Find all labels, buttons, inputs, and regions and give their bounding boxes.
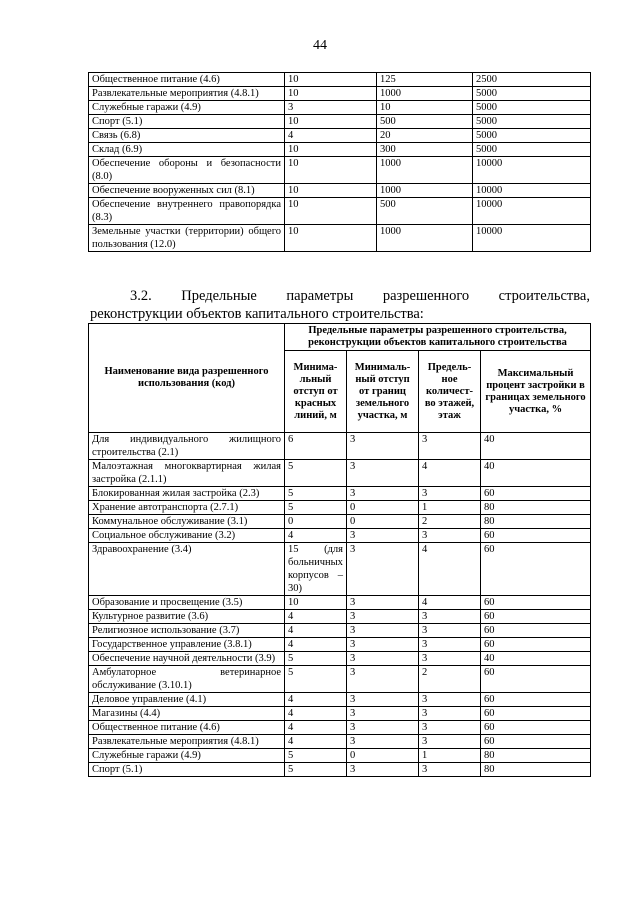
table-row [89, 763, 591, 777]
header-col-red-lines: Минима- льный отступ от красных линий, м [285, 351, 347, 433]
max-floors-cell: 3 [419, 610, 481, 624]
min-offset-red-lines-cell: 0 [285, 515, 347, 529]
max-floors-cell: 3 [419, 638, 481, 652]
max-build-percent-cell: 80 [481, 749, 591, 763]
table-row [89, 596, 591, 610]
table-row [89, 198, 591, 225]
max-build-percent-cell: 60 [481, 529, 591, 543]
max-build-percent-cell: 80 [481, 763, 591, 777]
use-name-cell: Земельные участки (территории) общего пользования (12.0) [89, 225, 285, 252]
min-offset-red-lines-cell: 4 [285, 707, 347, 721]
max-floors-cell: 4 [419, 543, 481, 596]
value-cell: 1000 [377, 157, 473, 184]
max-floors-cell: 3 [419, 693, 481, 707]
value-cell: 3 [285, 101, 377, 115]
max-build-percent-cell: 60 [481, 666, 591, 693]
value-cell: 10 [285, 184, 377, 198]
max-floors-cell: 3 [419, 487, 481, 501]
use-name-cell: Спорт (5.1) [89, 763, 285, 777]
min-offset-plot-cell: 3 [347, 721, 419, 735]
min-offset-plot-cell: 3 [347, 652, 419, 666]
use-name-cell: Религиозное использование (3.7) [89, 624, 285, 638]
min-offset-plot-cell: 0 [347, 515, 419, 529]
use-name-cell: Хранение автотранспорта (2.7.1) [89, 501, 285, 515]
max-build-percent-cell: 60 [481, 735, 591, 749]
use-name-cell: Деловое управление (4.1) [89, 693, 285, 707]
value-cell: 1000 [377, 225, 473, 252]
top-table [88, 72, 591, 252]
table-row [89, 666, 591, 693]
max-floors-cell: 1 [419, 749, 481, 763]
value-cell: 1000 [377, 87, 473, 101]
max-floors-cell: 2 [419, 666, 481, 693]
max-build-percent-cell: 60 [481, 543, 591, 596]
table-row [89, 460, 591, 487]
value-cell: 2500 [473, 73, 591, 87]
table-row [89, 87, 591, 101]
max-floors-cell: 3 [419, 624, 481, 638]
table-row [89, 101, 591, 115]
value-cell: 10 [285, 87, 377, 101]
value-cell: 5000 [473, 115, 591, 129]
max-build-percent-cell: 60 [481, 707, 591, 721]
min-offset-plot-cell: 3 [347, 707, 419, 721]
table-row [89, 652, 591, 666]
value-cell: 1000 [377, 184, 473, 198]
use-name-cell: Коммунальное обслуживание (3.1) [89, 515, 285, 529]
use-name-cell: Государственное управление (3.8.1) [89, 638, 285, 652]
value-cell: 500 [377, 198, 473, 225]
table-row [89, 487, 591, 501]
table-row [89, 749, 591, 763]
table-row [89, 624, 591, 638]
section-heading-line2: реконструкции объектов капитального строительства: [90, 306, 424, 322]
min-offset-plot-cell: 3 [347, 529, 419, 543]
value-cell: 10 [285, 143, 377, 157]
min-offset-red-lines-cell: 4 [285, 529, 347, 543]
min-offset-plot-cell: 3 [347, 763, 419, 777]
min-offset-red-lines-cell: 5 [285, 501, 347, 515]
use-name-cell: Обеспечение обороны и безопасности (8.0) [89, 157, 285, 184]
value-cell: 10 [285, 115, 377, 129]
max-build-percent-cell: 80 [481, 501, 591, 515]
section-heading-line1: 3.2. Предельные параметры разрешенного строительства, [130, 288, 590, 304]
min-offset-red-lines-cell: 10 [285, 596, 347, 610]
min-offset-plot-cell: 0 [347, 501, 419, 515]
min-offset-red-lines-cell: 5 [285, 487, 347, 501]
min-offset-plot-cell: 3 [347, 666, 419, 693]
table-row [89, 707, 591, 721]
use-name-cell: Развлекательные мероприятия (4.8.1) [89, 87, 285, 101]
min-offset-plot-cell: 3 [347, 638, 419, 652]
table-row [89, 543, 591, 596]
value-cell: 10 [285, 73, 377, 87]
use-name-cell: Малоэтажная многоквартирная жилая застройка (2.1.1) [89, 460, 285, 487]
value-cell: 10000 [473, 184, 591, 198]
max-build-percent-cell: 40 [481, 460, 591, 487]
max-floors-cell: 4 [419, 460, 481, 487]
min-offset-red-lines-cell: 5 [285, 460, 347, 487]
value-cell: 10 [377, 101, 473, 115]
min-offset-red-lines-cell: 4 [285, 735, 347, 749]
table-row [89, 610, 591, 624]
value-cell: 10 [285, 225, 377, 252]
table-row [89, 115, 591, 129]
min-offset-plot-cell: 3 [347, 610, 419, 624]
value-cell: 125 [377, 73, 473, 87]
min-offset-plot-cell: 3 [347, 596, 419, 610]
page-number: 44 [313, 38, 327, 53]
header-col-floors: Предель- ное количест- во этажей, этаж [419, 351, 481, 433]
use-name-cell: Обеспечение научной деятельности (3.9) [89, 652, 285, 666]
min-offset-red-lines-cell: 4 [285, 693, 347, 707]
min-offset-plot-cell: 3 [347, 693, 419, 707]
value-cell: 10 [285, 198, 377, 225]
use-name-cell: Развлекательные мероприятия (4.8.1) [89, 735, 285, 749]
use-name-cell: Социальное обслуживание (3.2) [89, 529, 285, 543]
min-offset-red-lines-cell: 5 [285, 652, 347, 666]
use-name-cell: Здравоохранение (3.4) [89, 543, 285, 596]
max-build-percent-cell: 60 [481, 693, 591, 707]
min-offset-red-lines-cell: 5 [285, 763, 347, 777]
min-offset-red-lines-cell: 4 [285, 638, 347, 652]
min-offset-plot-cell: 3 [347, 460, 419, 487]
max-build-percent-cell: 80 [481, 515, 591, 529]
value-cell: 5000 [473, 87, 591, 101]
use-name-cell: Связь (6.8) [89, 129, 285, 143]
value-cell: 5000 [473, 129, 591, 143]
max-floors-cell: 4 [419, 596, 481, 610]
value-cell: 500 [377, 115, 473, 129]
section-heading [90, 287, 590, 323]
use-name-cell: Служебные гаражи (4.9) [89, 749, 285, 763]
min-offset-red-lines-cell: 4 [285, 721, 347, 735]
max-floors-cell: 3 [419, 735, 481, 749]
max-floors-cell: 3 [419, 721, 481, 735]
table-row [89, 501, 591, 515]
min-offset-red-lines-cell: 5 [285, 666, 347, 693]
max-build-percent-cell: 60 [481, 487, 591, 501]
min-offset-plot-cell: 3 [347, 487, 419, 501]
max-floors-cell: 3 [419, 652, 481, 666]
table-row [89, 693, 591, 707]
min-offset-red-lines-cell: 4 [285, 610, 347, 624]
max-build-percent-cell: 60 [481, 638, 591, 652]
max-build-percent-cell: 60 [481, 610, 591, 624]
min-offset-red-lines-cell: 6 [285, 433, 347, 460]
table-row [89, 73, 591, 87]
table-row [89, 129, 591, 143]
min-offset-plot-cell: 3 [347, 624, 419, 638]
max-floors-cell: 2 [419, 515, 481, 529]
value-cell: 5000 [473, 101, 591, 115]
use-name-cell: Блокированная жилая застройка (2.3) [89, 487, 285, 501]
use-name-cell: Образование и просвещение (3.5) [89, 596, 285, 610]
header-group: Предельные параметры разрешенного строительства, реконструкции объектов капитального строительства [285, 324, 591, 351]
max-floors-cell: 1 [419, 501, 481, 515]
use-name-cell: Для индивидуального жилищного строительства (2.1) [89, 433, 285, 460]
value-cell: 4 [285, 129, 377, 143]
max-floors-cell: 3 [419, 707, 481, 721]
value-cell: 300 [377, 143, 473, 157]
header-col-plot-bounds: Минималь- ный отступ от границ земельного участка, м [347, 351, 419, 433]
use-name-cell: Общественное питание (4.6) [89, 721, 285, 735]
value-cell: 5000 [473, 143, 591, 157]
main-table [88, 323, 591, 777]
max-floors-cell: 3 [419, 433, 481, 460]
use-name-cell: Обеспечение внутреннего правопорядка (8.3) [89, 198, 285, 225]
table-row [89, 433, 591, 460]
max-build-percent-cell: 60 [481, 596, 591, 610]
use-name-cell: Амбулаторное ветеринарное обслуживание (3.10.1) [89, 666, 285, 693]
table-row [89, 721, 591, 735]
use-name-cell: Обеспечение вооруженных сил (8.1) [89, 184, 285, 198]
min-offset-red-lines-cell: 15 (для больничных корпусов – 30) [285, 543, 347, 596]
max-build-percent-cell: 60 [481, 624, 591, 638]
table-row [89, 184, 591, 198]
min-offset-red-lines-cell: 5 [285, 749, 347, 763]
use-name-cell: Культурное развитие (3.6) [89, 610, 285, 624]
value-cell: 10000 [473, 198, 591, 225]
table-row [89, 638, 591, 652]
min-offset-red-lines-cell: 4 [285, 624, 347, 638]
value-cell: 10 [285, 157, 377, 184]
max-floors-cell: 3 [419, 763, 481, 777]
header-name-column: Наименование вида разрешенного использования (код) [89, 324, 285, 433]
value-cell: 10000 [473, 225, 591, 252]
table-row [89, 157, 591, 184]
table-row [89, 735, 591, 749]
min-offset-plot-cell: 3 [347, 735, 419, 749]
max-build-percent-cell: 60 [481, 721, 591, 735]
max-floors-cell: 3 [419, 529, 481, 543]
use-name-cell: Спорт (5.1) [89, 115, 285, 129]
use-name-cell: Склад (6.9) [89, 143, 285, 157]
table-row [89, 143, 591, 157]
use-name-cell: Служебные гаражи (4.9) [89, 101, 285, 115]
max-build-percent-cell: 40 [481, 652, 591, 666]
max-build-percent-cell: 40 [481, 433, 591, 460]
min-offset-plot-cell: 0 [347, 749, 419, 763]
table-row [89, 225, 591, 252]
table-row [89, 529, 591, 543]
header-col-build-percent: Максимальный процент застройки в границах земельного участка, % [481, 351, 591, 433]
use-name-cell: Магазины (4.4) [89, 707, 285, 721]
value-cell: 10000 [473, 157, 591, 184]
min-offset-plot-cell: 3 [347, 543, 419, 596]
value-cell: 20 [377, 129, 473, 143]
use-name-cell: Общественное питание (4.6) [89, 73, 285, 87]
table-row [89, 515, 591, 529]
min-offset-plot-cell: 3 [347, 433, 419, 460]
